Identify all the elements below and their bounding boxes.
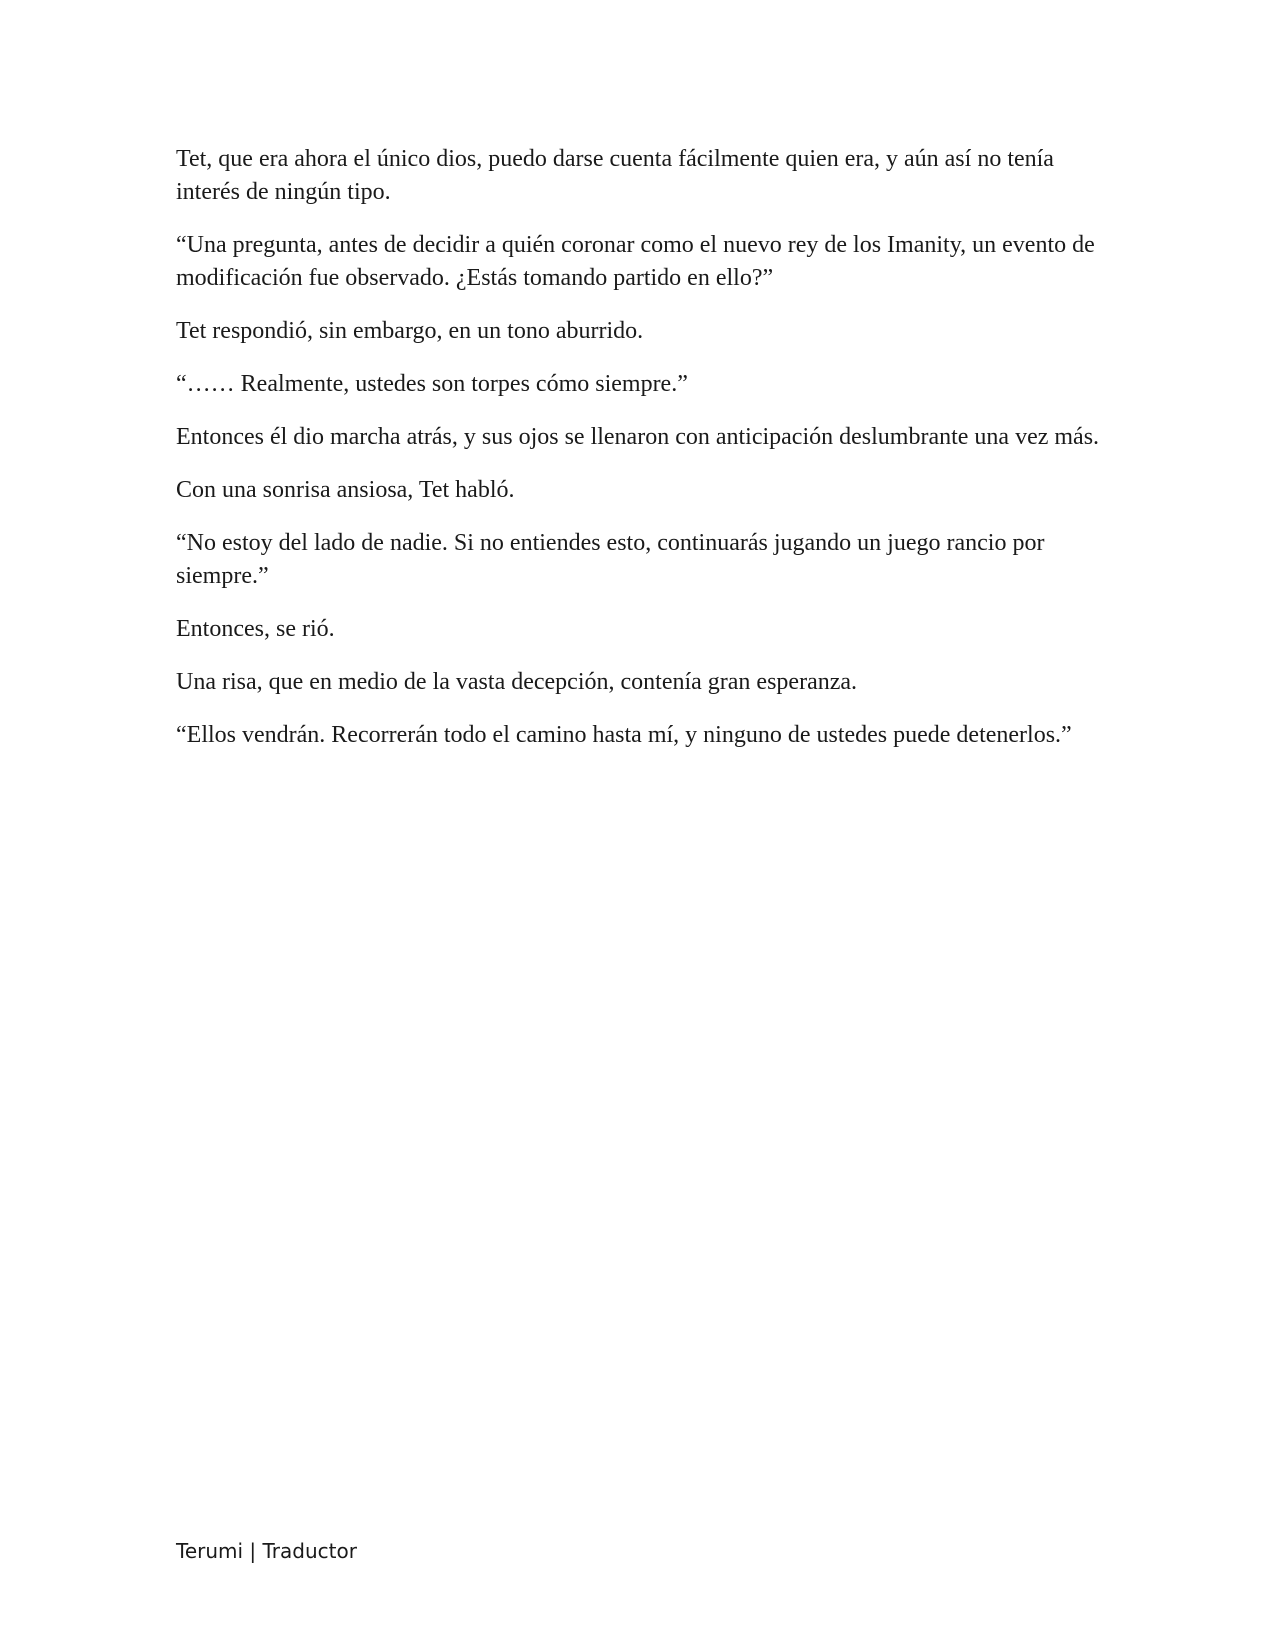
paragraph: Con una sonrisa ansiosa, Tet habló. bbox=[176, 477, 515, 503]
paragraph: Entonces, se rió. bbox=[176, 616, 335, 642]
paragraph: “No estoy del lado de nadie. Si no entiendes esto, continuarás jugando un juego rancio por siempre.” bbox=[176, 530, 1045, 589]
paragraph: “…… Realmente, ustedes son torpes cómo siempre.” bbox=[176, 371, 688, 397]
paragraph: Entonces él dio marcha atrás, y sus ojos se llenaron con anticipación deslumbrante una vez más. bbox=[176, 424, 1100, 450]
paragraph: Una risa, que en medio de la vasta decepción, contenía gran esperanza. bbox=[176, 669, 858, 695]
page-footer: Terumi | Traductor bbox=[176, 1539, 357, 1563]
paragraph: “Ellos vendrán. Recorrerán todo el camino hasta mí, y ninguno de ustedes puede detenerlos.” bbox=[176, 722, 1072, 748]
paragraph: Tet respondió, sin embargo, en un tono aburrido. bbox=[176, 318, 644, 344]
document-body bbox=[176, 143, 1106, 772]
paragraph: “Una pregunta, antes de decidir a quién coronar como el nuevo rey de los Imanity, un evento de modificación fue observado. ¿Estás tomando partido en ello?” bbox=[176, 232, 1095, 291]
paragraph: Tet, que era ahora el único dios, puedo darse cuenta fácilmente quien era, y aún así no tenía interés de ningún tipo. bbox=[176, 146, 1054, 205]
